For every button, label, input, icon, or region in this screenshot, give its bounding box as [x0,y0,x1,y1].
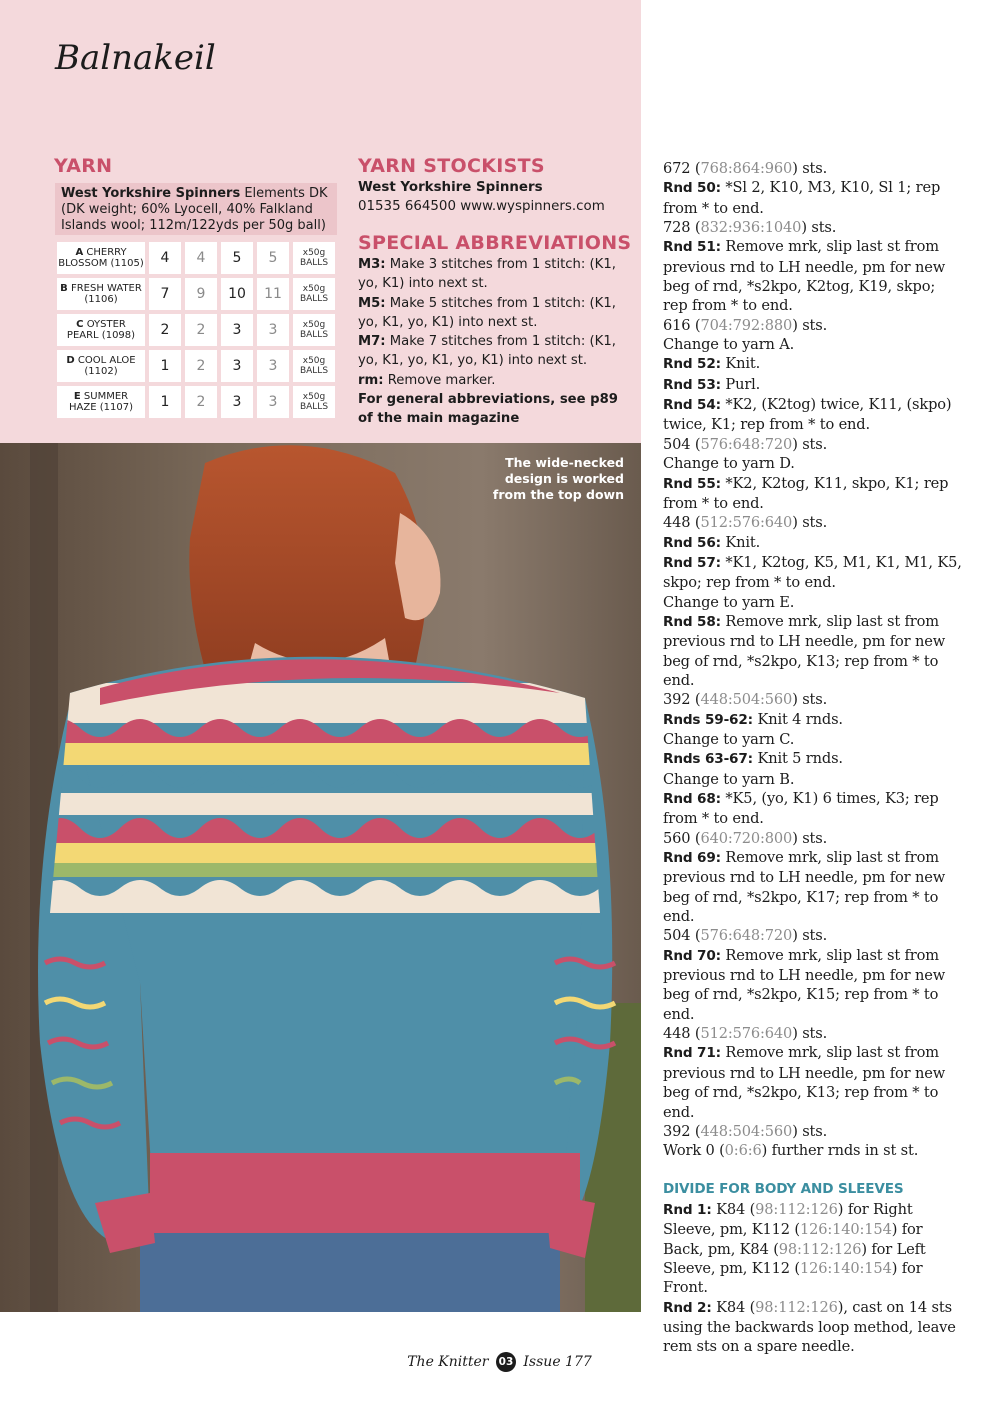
size-values: 512:576:640 [700,1025,793,1043]
yarn-colour-name1: CHERRY [86,247,127,258]
size-values: 448:504:560 [700,691,793,709]
yarn-colour-name1: FRESH WATER [70,283,142,294]
instruction-text: Remove mrk, slip last st from previous rnd to LH needle, pm for new beg of rnd, *s2kpo, K13; rep from * to end. [663,1044,946,1121]
yarn-colour-line1 [57,319,145,330]
instruction-text: *K5, (yo, K1) 6 times, K3; rep from * to end. [663,790,939,828]
yarn-unit-line1: x50g [302,248,326,258]
abbreviation-def: Make 5 stitches from 1 stitch: (K1, yo, K1, yo, K1) into next st. [358,295,616,330]
instruction-text: K84 ( [711,1200,756,1218]
yarn-unit [293,350,335,382]
abbreviation-def: Make 3 stitches from 1 stitch: (K1, yo, K1) into next st. [358,257,616,292]
abbreviation-term: M7: [358,334,386,350]
page-footer [0,1352,999,1372]
yarn-colour-name [57,386,145,418]
yarn-colour-name [57,314,145,346]
yarn-description [55,183,337,235]
instruction-text: ) for Left Sleeve, pm, K112 ( [663,1240,926,1277]
stockist-name: West Yorkshire Spinners [358,180,543,195]
size-values: 704:792:880 [700,316,793,334]
instruction-text: *K2, (K2tog) twice, K11, (skpo) twice, K1; rep from * to end. [663,396,952,434]
instruction-text: Change to yarn E. [663,593,795,611]
round-label: Rnds 63-67: [663,751,753,768]
abbreviation-term: M3: [358,257,386,272]
instruction-text: 448 ( [663,514,701,532]
size-values: 576:648:720 [700,435,793,453]
instruction-text: ) sts. [792,316,828,334]
abbreviations-heading: SPECIAL ABBREVIATIONS [358,232,632,254]
yarn-colour-line1 [57,247,145,258]
yarn-quantity: 5 [221,242,253,274]
pattern-line [663,1200,963,1298]
yarn-colour-line1 [57,355,145,366]
yarn-row [57,314,335,346]
abbreviation-term: M5: [358,295,386,311]
pattern-line [663,159,963,178]
size-values: 126:140:154 [799,1259,892,1277]
instruction-text: 616 ( [663,316,701,334]
yarn-row [57,242,335,274]
size-values: 98:112:126 [755,1200,838,1218]
instruction-text: ) sts. [792,160,828,177]
yarn-quantity: 1 [149,350,181,382]
pattern-line [663,553,963,593]
stockists-block [358,178,633,217]
yarn-row [57,350,335,382]
instruction-text: ) for Right Sleeve, pm, K112 ( [663,1200,913,1239]
pattern-line [663,533,963,553]
pattern-line [663,395,963,435]
abbreviation-item [358,255,636,294]
pattern-instructions [663,159,963,1357]
yarn-colour-letter: E [73,391,81,402]
yarn-quantity: 3 [257,350,289,382]
instruction-text: ) sts. [792,1122,828,1140]
size-values: 0:6:6 [724,1142,762,1160]
instruction-text: Change to yarn D. [663,455,795,473]
size-values: 512:576:640 [700,514,793,532]
pattern-line [663,690,963,709]
instruction-text: Purl. [720,375,761,393]
yarn-heading: YARN [54,155,113,177]
yarn-quantity: 5 [257,242,289,274]
round-label: Rnd 57: [663,554,721,571]
instruction-text: Remove mrk, slip last st from previous rnd to LH needle, pm for new beg of rnd, *s2kpo, K15; rep from * to end. [663,946,946,1023]
abbreviation-item [358,371,636,390]
pattern-line [663,926,963,945]
instruction-text: ) sts. [792,691,828,709]
yarn-range: Elements DK [240,186,328,201]
pattern-line [663,770,963,789]
sweater-illustration [0,443,641,1312]
instruction-text: ) sts. [792,514,828,532]
yarn-unit-line1: x50g [302,392,326,402]
instruction-text: Remove mrk, slip last st from previous rnd to LH needle, pm for new beg of rnd, *s2kpo, K13; rep from * to end. [663,612,946,689]
footer-magazine: The Knitter [407,1354,489,1370]
abbreviation-def: Make 7 stitches from 1 stitch: (K1, yo, K1, yo, K1, yo, K1) into next st. [358,334,616,369]
pattern-line [663,237,963,315]
size-values: 98:112:126 [755,1298,838,1316]
yarn-colour-line1 [57,283,145,294]
yarn-colour-letter: C [76,319,84,330]
instruction-text: Knit. [720,355,761,373]
instruction-text: ) sts. [792,435,828,453]
round-label: Rnd 71: [663,1045,721,1062]
pattern-line [663,829,963,848]
yarn-quantity: 2 [149,314,181,346]
instruction-text: *K1, K2tog, K5, M1, K1, M1, K5, skpo; rep from * to end. [663,553,962,592]
instruction-text: ) sts. [792,829,828,847]
abbreviation-item [358,294,636,333]
pattern-line [663,435,963,454]
size-values: 832:936:1040 [700,219,802,237]
yarn-quantity: 3 [221,350,253,382]
round-label: Rnd 54: [663,397,721,414]
yarn-unit-line2: BALLS [299,402,329,412]
pattern-line [663,593,963,612]
yarn-unit-line1: x50g [302,320,326,330]
yarn-colour-name2: (1106) [84,294,118,305]
instruction-text: 672 ( [663,160,701,177]
yarn-unit-line1: x50g [302,284,326,294]
instruction-text: *Sl 2, K10, M3, K10, Sl 1; rep from * to end. [663,179,941,217]
instruction-text: ), cast on 14 sts using the backwards loop method, leave rem sts on a spare needle. [663,1298,956,1356]
size-values: 576:648:720 [700,927,793,945]
abbreviation-term: rm: [358,372,384,388]
abbreviation-note: For general abbreviations, see p89 of the main magazine [358,392,618,427]
yarn-colour-name [57,242,145,274]
yarn-quantity: 4 [185,242,217,274]
yarn-colour-letter: A [75,247,84,258]
yarn-unit-line2: BALLS [299,330,329,340]
pattern-line [663,1024,963,1043]
yarn-unit [293,314,335,346]
abbreviation-item [358,332,636,371]
yarn-quantity: 3 [257,314,289,346]
instruction-text: ) sts. [792,1025,828,1043]
instruction-text: ) for Back, pm, K84 ( [663,1221,923,1258]
abbreviation-def: Remove marker. [383,372,496,388]
instruction-text: K84 ( [711,1298,756,1316]
round-label: Rnd 55: [663,475,721,492]
pattern-line [663,848,963,926]
yarn-colour-letter: B [60,283,68,294]
instruction-text: 504 ( [663,927,701,945]
yarn-colour-letter: D [66,355,75,366]
round-label: Rnds 59-62: [663,711,753,728]
round-label: Rnd 68: [663,791,721,807]
instruction-text: ) for Front. [663,1259,923,1297]
photo-caption: The wide-necked design is worked from the top down [492,455,624,502]
yarn-quantity: 4 [149,242,181,274]
size-values: 448:504:560 [700,1122,793,1140]
round-label: Rnd 52: [663,356,721,373]
instruction-text: 504 ( [663,435,701,453]
instruction-text: ) sts. [801,219,837,237]
yarn-colour-line1 [57,391,145,402]
round-label: Rnd 70: [663,947,721,964]
instruction-text: Knit. [720,533,761,551]
abbreviations-list [358,255,636,429]
size-values: 98:112:126 [778,1240,862,1258]
yarn-quantity: 2 [185,386,217,418]
yarn-colour-name2: PEARL (1098) [66,330,136,341]
yarn-row [57,278,335,310]
instruction-text: 392 ( [663,691,701,709]
yarn-quantity: 3 [221,386,253,418]
pattern-line [663,1298,963,1357]
yarn-quantity: 1 [149,386,181,418]
instruction-text: Change to yarn B. [663,770,795,788]
instruction-text: Knit 5 rnds. [752,750,843,768]
yarn-quantity: 2 [185,314,217,346]
round-label: Rnd 51: [663,239,721,256]
yarn-colour-name1: SUMMER [83,391,129,402]
yarn-row [57,386,335,418]
round-label: Rnd 69: [663,850,721,867]
stockist-contact: 01535 664500 www.wyspinners.com [358,199,605,215]
pattern-line [663,178,963,218]
instruction-text: 448 ( [663,1025,701,1043]
round-label: Rnd 50: [663,180,721,197]
yarn-quantity: 2 [185,350,217,382]
instruction-text: *K2, K2tog, K11, skpo, K1; rep from * to end. [663,474,949,512]
pattern-line [663,789,963,829]
yarn-quantity: 3 [257,386,289,418]
instruction-text: Remove mrk, slip last st from previous rnd to LH needle, pm for new beg of rnd, *s2kpo, K17; rep from * to end. [663,849,946,926]
instruction-text: 392 ( [663,1122,701,1140]
yarn-quantity: 11 [257,278,289,310]
yarn-unit-line2: BALLS [299,258,329,268]
instruction-text: ) sts. [792,927,828,945]
instruction-text: 728 ( [663,219,701,237]
round-label: Rnd 2: [663,1299,712,1316]
instruction-text: 560 ( [663,829,701,847]
round-label: Rnd 1: [663,1201,712,1218]
yarn-weight: (DK weight; 60% Lyocell, 40% Falkland [61,202,313,217]
stockists-heading: YARN STOCKISTS [358,155,545,177]
yarn-quantity: 10 [221,278,253,310]
pattern-line [663,513,963,532]
pattern-line [663,1122,963,1141]
yarn-colour-name1: COOL ALOE [77,355,136,366]
page-number: 03 [496,1352,516,1372]
yarn-brand: West Yorkshire Spinners [61,186,241,201]
yarn-unit [293,242,335,274]
pattern-line [663,749,963,769]
pattern-line [663,730,963,749]
page-title: Balnakeil [55,38,216,78]
yarn-colour-name2: (1102) [84,366,118,377]
yarn-quantity: 9 [185,278,217,310]
instruction-text: Remove mrk, slip last st from previous rnd to LH needle, pm for new beg of rnd, *s2kpo, K2tog, K19, skpo; rep from * to end. [663,238,946,315]
yarn-quantity: 3 [221,314,253,346]
pattern-line [663,375,963,395]
instruction-text: ) further rnds in st st. [761,1142,919,1160]
round-label: Rnd 56: [663,534,721,551]
instruction-text: Change to yarn A. [663,336,795,354]
size-values: 126:140:154 [799,1221,892,1239]
yarn-colour-name [57,278,145,310]
yarn-unit-line2: BALLS [299,366,329,376]
yarn-unit-line2: BALLS [299,294,329,304]
pattern-line [663,218,963,237]
divide-subheading: DIVIDE FOR BODY AND SLEEVES [663,1180,904,1197]
yarn-colour-name2: BLOSSOM (1105) [58,258,144,269]
yarn-fibre: Islands wool; 112m/122yds per 50g ball) [61,218,326,233]
instruction-text: Knit 4 rnds. [752,710,843,728]
pattern-line [663,316,963,335]
instruction-text: Work 0 ( [663,1142,725,1160]
pattern-line [663,612,963,690]
pattern-line [663,1141,963,1160]
round-label: Rnd 58: [663,613,721,630]
sweater-photo [0,443,641,1312]
pattern-line [663,710,963,730]
pattern-line [663,946,963,1024]
pattern-line [663,1043,963,1121]
yarn-quantity: 7 [149,278,181,310]
instruction-text: Change to yarn C. [663,730,795,748]
pattern-line [663,354,963,374]
yarn-colour-name [57,350,145,382]
footer-issue: Issue 177 [523,1354,592,1370]
yarn-unit-line1: x50g [302,356,326,366]
pattern-line [663,335,963,354]
yarn-colour-name2: HAZE (1107) [69,402,133,413]
size-values: 768:864:960 [700,160,793,177]
yarn-colour-name1: OYSTER [86,319,126,330]
size-values: 640:720:800 [700,829,793,847]
round-label: Rnd 53: [663,376,721,393]
yarn-unit [293,386,335,418]
pattern-line [663,474,963,514]
pattern-line [663,454,963,473]
yarn-unit [293,278,335,310]
yarn-quantity-table [53,238,339,422]
